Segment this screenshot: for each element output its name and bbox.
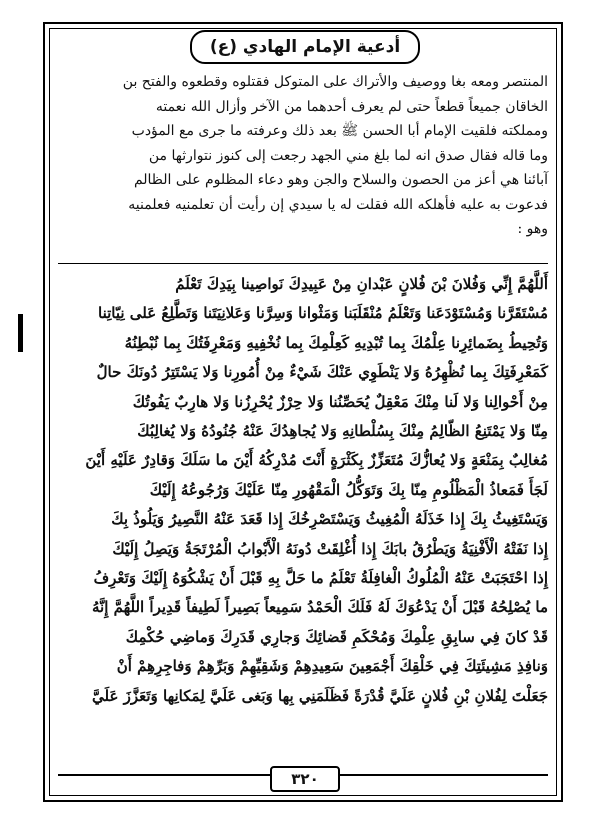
intro-line: الخاقان جميعاً قطعاً حتى لم يعرف أحدهما من الآخر وأزال الله نعمته xyxy=(155,98,548,115)
prayer-line: وَنافِذِ مَشِيئَتِكَ فِي خَلْقِكَ أَجْمَعِينَ سَعِيدِهِمْ وَشَقِيِّهِمْ وَبَرِّهِمْ وَفاجِرِهِمْ أَنْ xyxy=(116,657,548,676)
intro-line: وما قاله فقال صدق انه لما بلغ مني الجهد رجعت إلى كنوز نتوارثها من xyxy=(148,147,548,164)
margin-bar-mark xyxy=(18,314,23,352)
intro-line: المنتصر ومعه بغا ووصيف والأتراك على المتوكل فقتلوه وقطعوه والفتح بن xyxy=(122,74,548,90)
header-title: أدعية الإمام الهادي (ع) xyxy=(209,37,401,57)
prayer-line: ما يُصْلِحُهُ قَبْلَ أَنْ يَدْعُوَكَ لَهُ فَلَكَ الْحَمْدُ سَمِيعاً بَصِيراً لَطِيفاً قَدِيراً اللَّهُمَّ إِنَّهُ xyxy=(91,598,548,617)
prayer-line: مِنْ أَحْوالِنا وَلا لَنا مِنْكَ مَعْقِلٌ يُحَصِّنُنا وَلا حِرْزٌ يُحْرِزُنا وَلا هارِبٌ يَفُوتُكَ xyxy=(132,392,548,411)
intro-line: وهو : xyxy=(517,221,548,237)
prayer-line: إِذا نَفَتْهُ الْأَفْنِيَةُ وَيَطْرُقُ بابَكَ إِذا أُغْلِقَتْ دُونَهُ الْأَبْوابُ الْمُرْتَجَةُ وَيَصِلُ إِلَيْكَ xyxy=(112,539,548,558)
running-header xyxy=(190,30,420,64)
supplication-text xyxy=(58,270,548,711)
prayer-line: وَيَسْتَغِيثُ بِكَ إِذا خَذَلَهُ الْمُغِيثُ وَيَسْتَصْرِخُكَ إِذا قَعَدَ عَنْهُ النَّصِيرُ وَيَلُوذُ بِكَ xyxy=(111,510,548,529)
prayer-line: كَمَعْرِفَتِكَ بِما نُظْهِرُهُ وَلا يَنْطَوِي عَنْكَ شَيْءٌ مِنْ أُمُورِنا وَلا يَسْتَتِرُ دُونَكَ حالٌ xyxy=(96,363,548,382)
prayer-line: قَدْ كانَ فِي سابِقِ عِلْمِكَ وَمُحْكَمِ قَضائِكَ وَجارِي قَدَرِكَ وَماضِي حُكْمِكَ xyxy=(125,627,548,646)
prayer-line: إِذا احْتَجَبَتْ عَنْهُ الْمُلُوكُ الْغافِلَةُ تَعْلَمُ ما حَلَّ بِهِ قَبْلَ أَنْ يَشْكُوَهُ إِلَيْكَ وَتَعْرِفُ xyxy=(93,569,548,588)
prayer-line: وَتُحِيطُ بِضَمائِرِنا عِلْمُكَ بِما تُبْدِيهِ كَعِلْمِكَ بِما نُخْفِيهِ وَمَعْرِفَتُكَ بِما نُبْطِنُهُ xyxy=(124,333,548,352)
intro-line: ومملكته فلقيت الإمام أبا الحسن ﷺ بعد ذلك وعرفته ما جرى مع المؤدب xyxy=(131,123,548,139)
page-number-box xyxy=(270,766,340,792)
prayer-line: لَجَأَ فَمَعاذُ الْمَظْلُومِ مِنّا بِكَ وَتَوَكُّلُ الْمَقْهُورِ مِنّا عَلَيْكَ وَرُجُوعُهُ إِلَيْكَ xyxy=(149,480,548,499)
prayer-line: مُغالِبٌ بِمَنْعَةٍ وَلا يُعازُّكَ مُتَعَزِّزٌ بِكَثْرَةٍ أَنْتَ مُدْرِكُهُ أَيْنَ ما سَلَكَ وَقادِرٌ عَلَيْهِ أَيْنَ xyxy=(85,451,548,470)
prayer-line: مِنّا وَلا يَمْتَنِعُ الظّالِمُ مِنْكَ بِسُلْطانِهِ وَلا يُجاهِدُكَ عَنْهُ جُنُودُهُ وَلا يُغالِبُكَ xyxy=(137,422,548,441)
intro-paragraph xyxy=(58,70,548,242)
prayer-line: أَللَّهُمَّ إِنِّي وَفُلانَ بْنَ فُلانٍ عَبْدانِ مِنْ عَبِيدِكَ نَواصِينا بِيَدِكَ تَعْلَمُ xyxy=(175,275,548,293)
intro-line: فدعوت به عليه فأهلكه الله فقلت له يا سيدي إن رأيت أن تعلمنيه فعلمنيه xyxy=(128,196,548,213)
prayer-line: مُسْتَقَرَّنا وَمُسْتَوْدَعَنا وَتَعْلَمُ مُنْقَلَبَنا وَمَثْوانا وَسِرَّنا وَعَلانِيَتَنا وَتَطَّلِعُ عَلى نِيّاتِنا xyxy=(98,304,548,323)
prayer-line: جَعَلْتَ لِفُلانِ بْنِ فُلانٍ عَلَيَّ قُدْرَةً فَظَلَمَنِي بِها وَبَغى عَلَيَّ لِمَكانِها وَتَعَزَّزَ عَلَيَّ xyxy=(91,686,548,705)
intro-line: آبائنا هي أعز من الحصون والسلاح والجن وهو دعاء المظلوم على الظالم xyxy=(133,172,548,188)
section-divider xyxy=(58,263,548,264)
page-number: ٣٢٠ xyxy=(291,770,319,788)
